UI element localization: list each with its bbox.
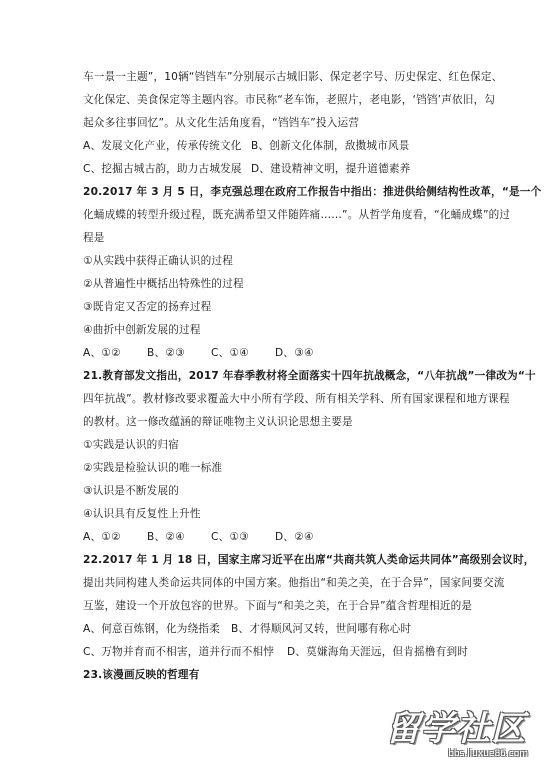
q21-stem-line-1: 21.教育部发文指出，2017 年春季教材将全面落实十四年抗战概念，“八年抗战”一律改为“十 — [83, 370, 536, 382]
q20-stem-line-3: 程是 — [83, 232, 105, 244]
q21-item-4: ④认识具有反复性上升性 — [83, 508, 201, 520]
q19-stem-line-2: 文化保定、美食保定等主题内容。市民称“老车饰，老照片，老电影，‘铛铛’声依旧，勾 — [83, 94, 496, 106]
q20-stem-line-1: 20.2017 年 3 月 5 日，李克强总理在政府工作报告中指出：推进供给侧结构性改革，“是一个 — [83, 186, 542, 198]
q22-stem-line-2: 提出共同构建人类命运共同体的中国方案。他指出“和美之美，在于合异”，国家间要交流 — [83, 577, 505, 589]
watermark-logo — [382, 701, 532, 759]
q19-stem-line-3: 起众多往事回忆”。从文化生活角度看，“铛铛车”投入运营 — [83, 117, 360, 129]
q21-option-a: A、①② — [83, 531, 121, 543]
q21-options — [83, 530, 314, 544]
q22-options-row-2 — [83, 645, 468, 659]
q21-item-1: ①实践是认识的归宿 — [83, 439, 180, 451]
q22-options-row-1 — [83, 622, 411, 636]
q19-option-d: D、建设精神文明，提升道德素养 — [251, 163, 411, 175]
q22-stem-line-3: 互鉴，建设一个开放包容的世界。下面与“和美之美，在于合异”蕴含哲理相近的是 — [83, 600, 473, 612]
q21-item-2: ②实践是检验认识的唯一标准 — [83, 462, 223, 474]
q21-option-c: C、①③ — [211, 531, 249, 543]
q19-stem-line-1: 车一景一主题”，10辆“铛铛车”分别展示古城旧影、保定老字号、历史保定、红色保定、 — [83, 71, 503, 83]
q22-option-d: D、莫嫌海角天涯远，但肯摇橹有到时 — [287, 646, 469, 658]
q20-item-1: ①从实践中获得正确认识的过程 — [83, 255, 234, 267]
q20-item-4: ④曲折中创新发展的过程 — [83, 324, 201, 336]
q22-option-a: A、何意百炼钢，化为绕指柔 — [83, 623, 220, 635]
q21-item-3: ③认识是不断发展的 — [83, 485, 180, 497]
q21-stem-line-3: 的教材。这一修改蕴涵的辩证唯物主义认识论思想主要是 — [83, 416, 353, 428]
q20-option-c: C、①④ — [211, 347, 249, 359]
q19-options-row-2 — [83, 162, 410, 176]
q20-stem-line-2: 化蛹成蝶的转型升级过程，既充满希望又伴随阵痛……”。从哲学角度看，“化蛹成蝶”的过 — [83, 209, 511, 221]
q20-option-a: A、①② — [83, 347, 121, 359]
q19-option-a: A、发展文化产业，传承传统文化 — [83, 140, 242, 152]
watermark-url: bbs.liuxue86.com — [448, 749, 528, 759]
q20-options — [83, 346, 314, 360]
q22-option-c: C、万物并育而不相害，道并行而不相悖 — [83, 646, 275, 658]
q20-option-d: D、③④ — [275, 347, 314, 359]
q20-option-b: B、②③ — [147, 347, 185, 359]
watermark-text: 留学社区 — [386, 709, 526, 749]
q20-item-2: ②从普遍性中概括出特殊性的过程 — [83, 278, 244, 290]
q21-stem-line-2: 四年抗战”。教材修改要求覆盖大中小所有学段、所有相关学科、所有国家课程和地方课程 — [83, 393, 510, 405]
q19-option-b: B、创新文化体制，敌擞城市风景 — [251, 140, 410, 152]
q19-option-c: C、挖掘古城古韵，助力古城发展 — [83, 163, 242, 175]
q21-option-d: D、②④ — [275, 531, 314, 543]
q23-stem: 23.该漫画反映的哲理有 — [83, 669, 200, 681]
q22-stem-line-1: 22.2017 年 1 月 18 日，国家主席习近平在出席“共商共筑人类命运共同体”高级别会议时， — [83, 554, 535, 566]
q22-option-b: B、才得顺风河又转，世间哪有称心时 — [231, 623, 412, 635]
q20-item-3: ③既肯定又否定的扬弃过程 — [83, 301, 212, 313]
q19-options-row-1 — [83, 139, 410, 153]
q21-option-b: B、②④ — [147, 531, 185, 543]
